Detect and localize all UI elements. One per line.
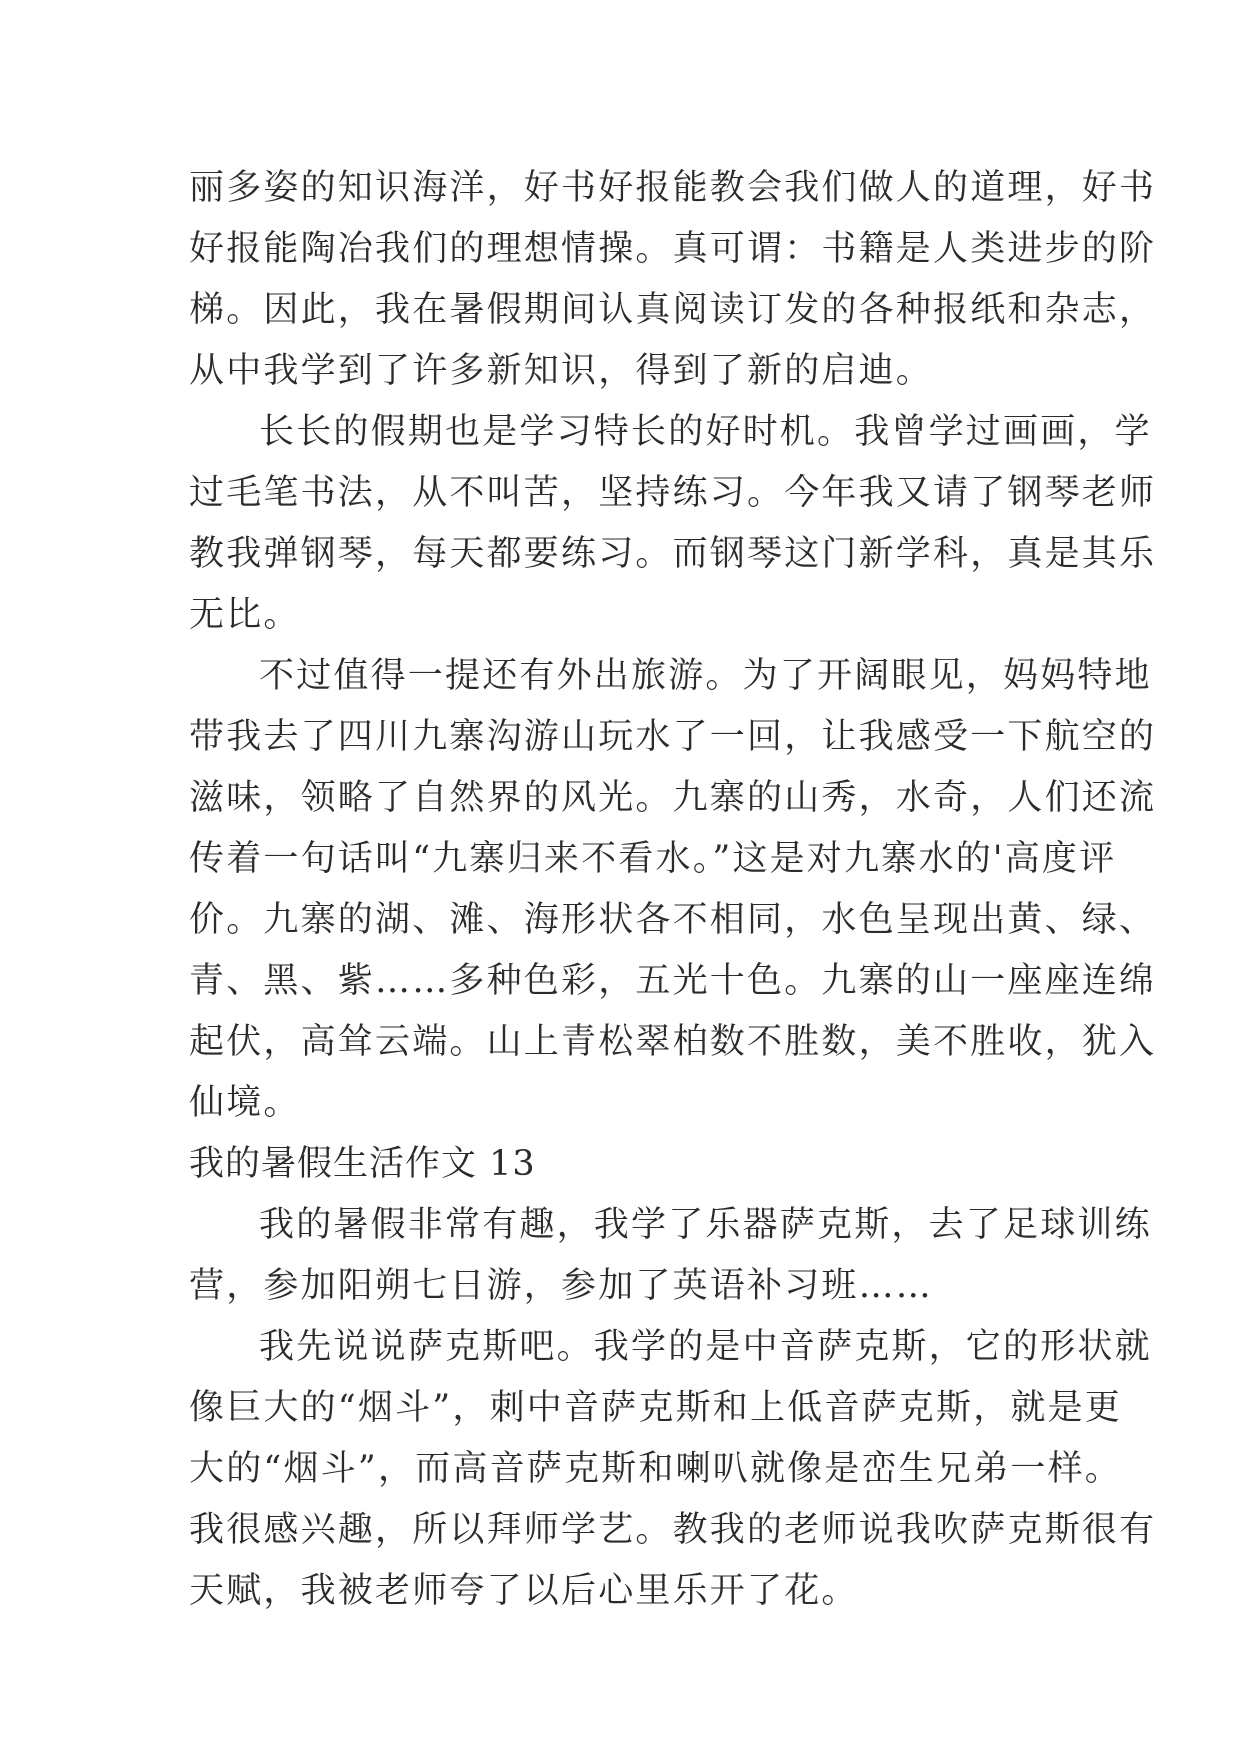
text-line: 大的“烟斗”，而高音萨克斯和喇叭就像是峦生兄弟一样。	[189, 1449, 1122, 1489]
text-line: 营，参加阳朔七日游，参加了英语补习班……	[189, 1266, 934, 1306]
text-line: 从中我学到了许多新知识，得到了新的启迪。	[189, 351, 934, 391]
text-line: 无比。	[189, 595, 301, 635]
text-line: 像巨大的“烟斗”，刺中音萨克斯和上低音萨克斯，就是更	[189, 1388, 1122, 1428]
text-line: 教我弹钢琴，每天都要练习。而钢琴这门新学科，真是其乐	[189, 534, 1157, 574]
text-line: 青、黑、紫……多种色彩，五光十色。九寨的山一座座连绵	[189, 961, 1157, 1001]
text-line: 不过值得一提还有外出旅游。为了开阔眼见，妈妈特地	[259, 656, 1152, 696]
text-line: 我先说说萨克斯吧。我学的是中音萨克斯，它的形状就	[259, 1327, 1152, 1367]
text-line: 价。九寨的湖、滩、海形状各不相同，水色呈现出黄、绿、	[189, 900, 1157, 940]
text-line: 过毛笔书法，从不叫苦，坚持练习。今年我又请了钢琴老师	[189, 473, 1157, 513]
text-line: 起伏，高耸云端。山上青松翠柏数不胜数，美不胜收，犹入	[189, 1022, 1157, 1062]
section-heading: 我的暑假生活作文 13	[189, 1144, 536, 1184]
text-line: 长长的假期也是学习特长的好时机。我曾学过画画，学	[259, 412, 1152, 452]
text-line: 滋味，领略了自然界的风光。九寨的山秀，水奇，人们还流	[189, 778, 1157, 818]
text-line: 天赋，我被老师夸了以后心里乐开了花。	[189, 1571, 859, 1611]
text-line: 好报能陶冶我们的理想情操。真可谓：书籍是人类进步的阶	[189, 229, 1157, 269]
text-line: 带我去了四川九寨沟游山玩水了一回，让我感受一下航空的	[189, 717, 1157, 757]
text-line: 丽多姿的知识海洋，好书好报能教会我们做人的道理，好书	[189, 168, 1157, 208]
text-line: 仙境。	[189, 1083, 301, 1123]
text-line: 传着一句话叫“九寨归来不看水。”这是对九寨水的'高度评	[189, 839, 1117, 879]
text-line: 梯。因此，我在暑假期间认真阅读订发的各种报纸和杂志，	[189, 290, 1157, 330]
document-body	[189, 158, 1157, 1622]
text-line: 我的暑假非常有趣，我学了乐器萨克斯，去了足球训练	[259, 1205, 1152, 1245]
text-line: 我很感兴趣，所以拜师学艺。教我的老师说我吹萨克斯很有	[189, 1510, 1157, 1550]
